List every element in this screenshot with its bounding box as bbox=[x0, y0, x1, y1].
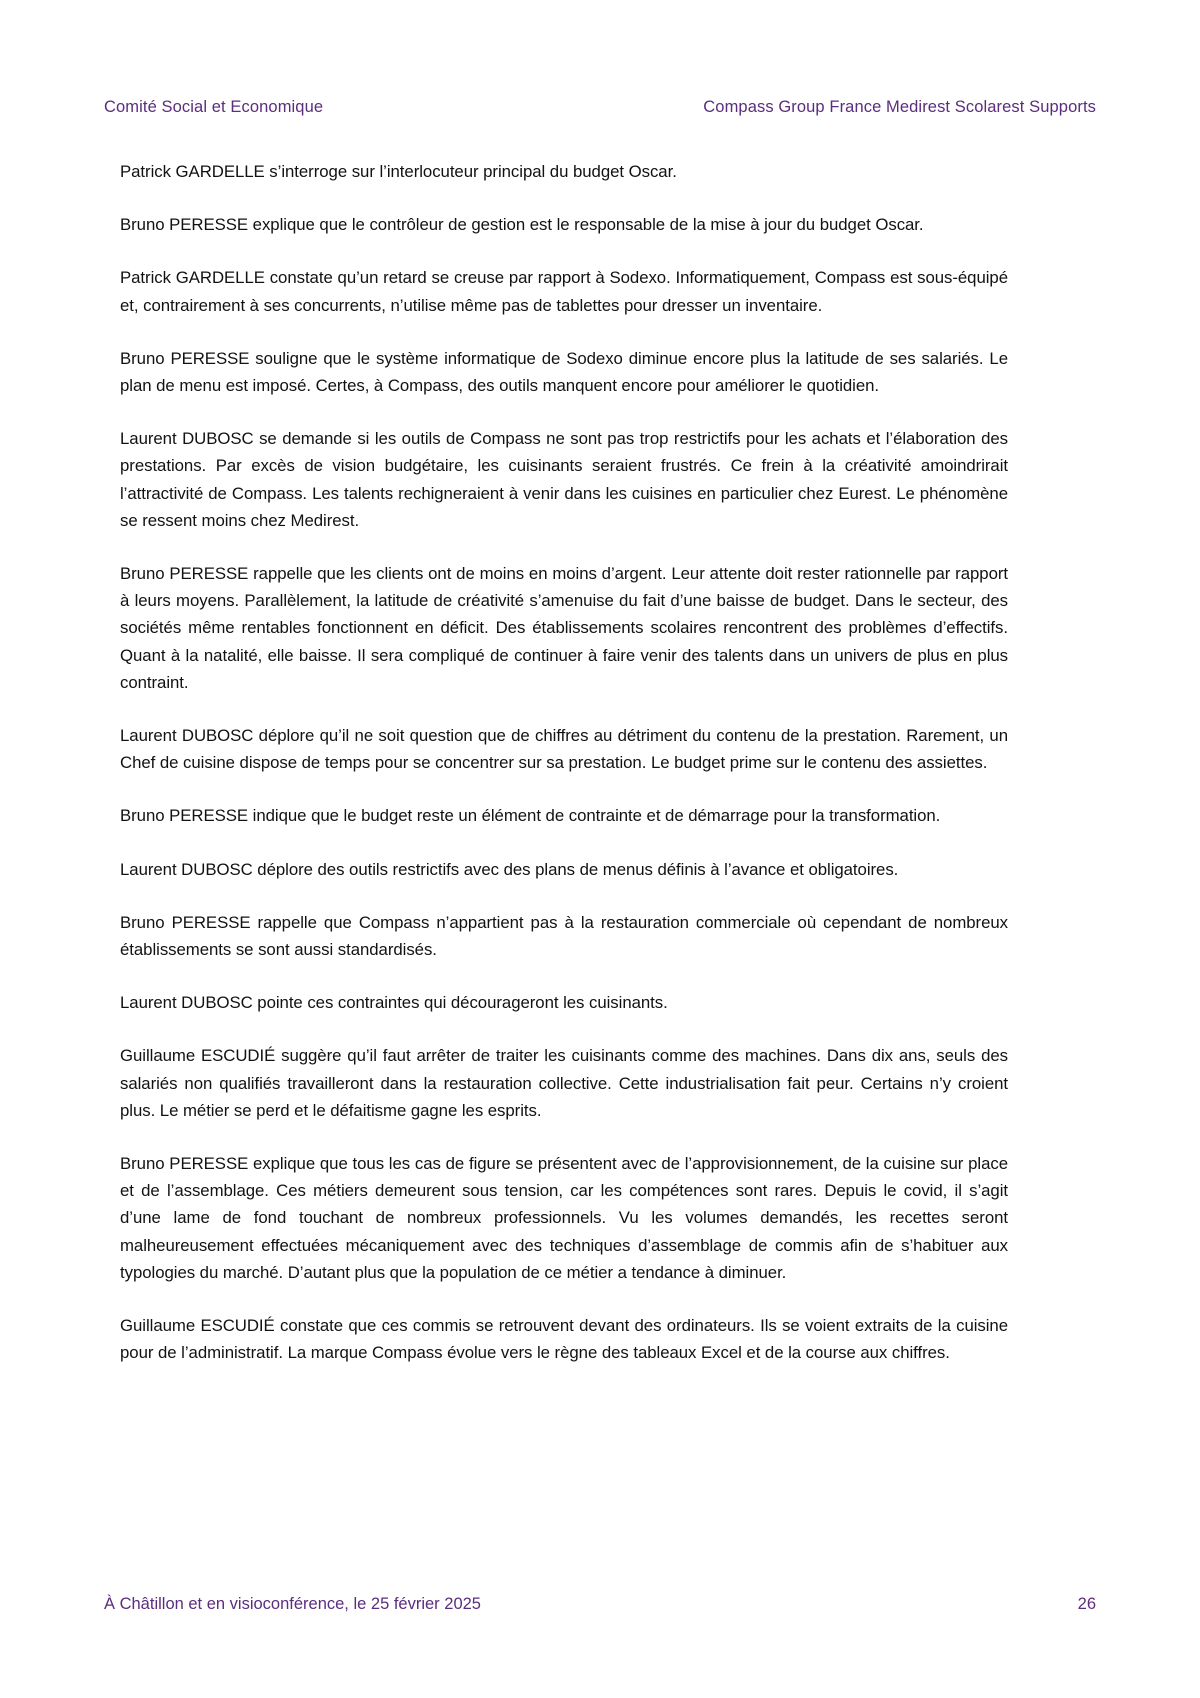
paragraph: Bruno PERESSE rappelle que Compass n’appartient pas à la restauration commerciale où cependant de nombreux établissements se sont aussi standardisés. bbox=[120, 912, 1008, 960]
header-right-title: Compass Group France Medirest Scolarest Supports bbox=[703, 98, 1096, 116]
paragraph: Laurent DUBOSC déplore des outils restrictifs avec des plans de menus définis à l’avance et obligatoires. bbox=[120, 859, 899, 879]
page-header bbox=[104, 98, 1096, 117]
document-body bbox=[120, 158, 1008, 1367]
paragraph: Patrick GARDELLE s’interroge sur l’interlocuteur principal du budget Oscar. bbox=[120, 162, 677, 181]
paragraph: Bruno PERESSE indique que le budget reste un élément de contrainte et de démarrage pour la transformation. bbox=[120, 806, 941, 826]
header-left-title: Comité Social et Economique bbox=[104, 98, 324, 116]
paragraph: Laurent DUBOSC déplore qu’il ne soit question que de chiffres au détriment du contenu de la prestation. Rarement, un Chef de cuisine dispose de temps pour se concentrer sur sa prestation. Le budget prime sur le contenu des assiettes. bbox=[120, 726, 1008, 773]
paragraph: Laurent DUBOSC se demande si les outils de Compass ne sont pas trop restrictifs pour les achats et l’élaboration des prestations. Par excès de vision budgétaire, les cuisinants seraient frustrés. Ce frein à la créativité amoindrirait l’attractivité de Compass. Les talents rechigneraient à venir dans les cuisines en particulier chez Eurest. Le phénomène se ressent moins chez Medirest. bbox=[120, 429, 1008, 530]
footer-location-date: À Châtillon et en visioconférence, le 25 février 2025 bbox=[104, 1595, 481, 1613]
page-footer bbox=[104, 1595, 1096, 1614]
paragraph: Guillaume ESCUDIÉ suggère qu’il faut arrêter de traiter les cuisinants comme des machines. Dans dix ans, seuls des salariés non qualifiés travailleront dans la restauration collective. Cette industrialisation fait peur. Certains n’y croient plus. Le métier se perd et le défaitisme gagne les esprits. bbox=[120, 1046, 1008, 1120]
paragraph: Bruno PERESSE souligne que le système informatique de Sodexo diminue encore plus la latitude de ses salariés. Le plan de menu est imposé. Certes, à Compass, des outils manquent encore pour améliorer le quotidien. bbox=[120, 348, 1008, 396]
paragraph: Bruno PERESSE explique que le contrôleur de gestion est le responsable de la mise à jour du budget Oscar. bbox=[120, 215, 924, 235]
paragraph: Guillaume ESCUDIÉ constate que ces commis se retrouvent devant des ordinateurs. Ils se voient extraits de la cuisine pour de l’administratif. La marque Compass évolue vers le règne des tableaux Excel et de la course aux chiffres. bbox=[120, 1316, 1008, 1363]
page-number: 26 bbox=[1077, 1595, 1096, 1613]
paragraph: Bruno PERESSE explique que tous les cas de figure se présentent avec de l’approvisionnement, de la cuisine sur place et de l’assemblage. Ces métiers demeurent sous tension, car les compétences sont rares. Depuis le covid, il s’agit d’une lame de fond touchant de nombreux professionnels. Vu les volumes demandés, les recettes seront malheureusement effectuées mécaniquement avec des techniques d’assemblage de commis afin de s’habituer aux typologies du marché. D’autant plus que la population de ce métier a tendance à diminuer. bbox=[120, 1154, 1008, 1282]
paragraph: Bruno PERESSE rappelle que les clients ont de moins en moins d’argent. Leur attente doit rester rationnelle par rapport à leurs moyens. Parallèlement, la latitude de créativité s’amenuise du fait d’une baisse de budget. Dans le secteur, des sociétés même rentables fonctionnent en déficit. Des établissements scolaires rencontrent des problèmes d’effectifs. Quant à la natalité, elle baisse. Il sera compliqué de continuer à faire venir des talents dans un univers de plus en plus contraint. bbox=[120, 564, 1008, 692]
paragraph: Patrick GARDELLE constate qu’un retard se creuse par rapport à Sodexo. Informatiquement, Compass est sous-équipé et, contrairement à ses concurrents, n’utilise même pas de tablettes pour dresser un inventaire. bbox=[120, 268, 1008, 315]
paragraph: Laurent DUBOSC pointe ces contraintes qui décourageront les cuisinants. bbox=[120, 993, 668, 1013]
